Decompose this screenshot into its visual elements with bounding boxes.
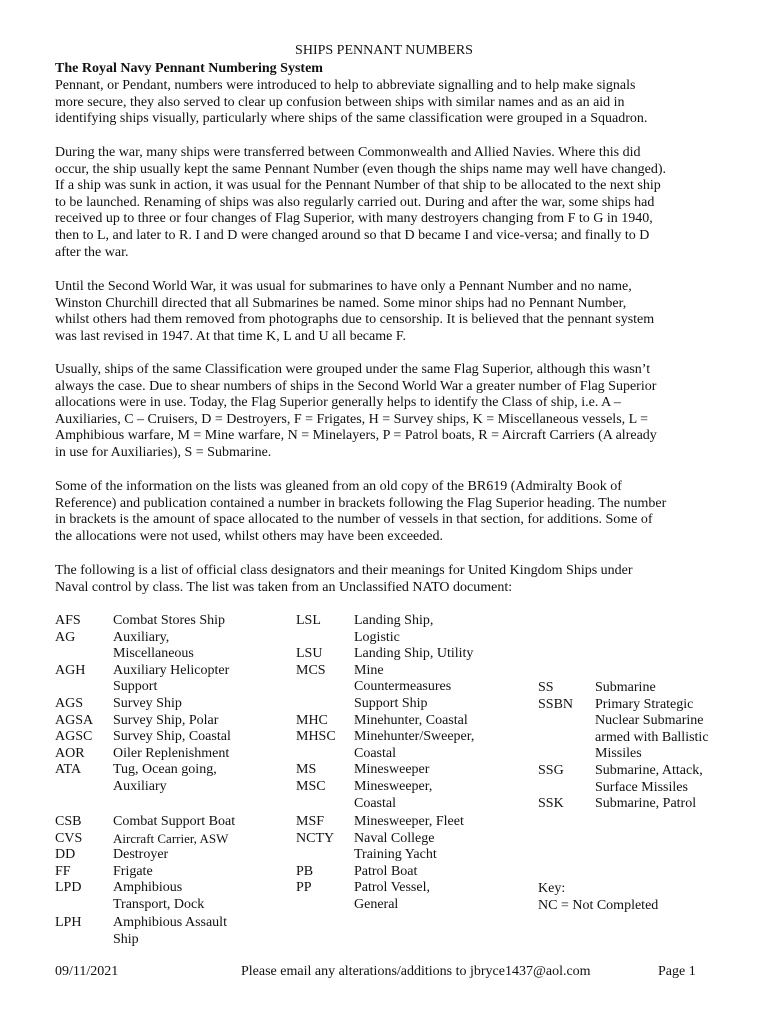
designator-meaning: Survey Ship, Coastal [113,729,231,745]
designator-meaning: Destroyer [113,847,169,863]
designator-meaning: Patrol Boat [354,863,418,879]
designator-code: LSU [296,646,323,662]
designator-code: AGSA [55,712,94,728]
designator-meaning: Amphibious [113,880,183,896]
designator-meaning: Combat Stores Ship [113,613,226,628]
designator-code: LPH [55,915,82,930]
designator-code: MHC [296,712,328,728]
designator-meaning: Primary Strategic [595,696,694,712]
designator-code: MSF [296,814,325,829]
designator-meaning: Minehunter/Sweeper, [354,729,475,745]
designator-meaning: Missiles [595,746,642,762]
designator-code: AGS [55,696,84,711]
designator-code: AFS [55,613,81,628]
designator-code: ATA [55,762,82,778]
designator-meaning: Mine [354,662,384,678]
designator-meaning: Transport, Dock [113,897,205,912]
designator-meaning: Minehunter, Coastal [354,712,468,728]
designator-meaning: Auxiliary Helicopter [113,662,230,678]
designator-meaning: Aircraft Carrier, ASW [113,830,229,846]
designator-meaning: Training Yacht [354,847,437,863]
designator-code: SS [538,680,554,695]
designator-meaning: Auxiliary, [113,629,170,645]
designator-meaning: Minesweeper, [354,779,433,794]
designator-meaning: Combat Support Boat [113,814,236,829]
designator-code: CVS [55,830,83,846]
paragraph-intro: Pennant, or Pendant, numbers were introduced to help to abbreviate signalling and to help make signals more secure, they also served to clear up confusion between ships with similar names and as an aid in identifying ships visually, particularly where ships of the same classification were grouped in a Squadron. [55,78,648,127]
designator-code: SSBN [538,696,574,712]
designator-meaning: Tug, Ocean going, [113,762,217,778]
designator-meaning: Survey Ship, Polar [113,712,219,728]
designator-code: SSG [538,763,564,778]
designator-meaning: Auxiliary [113,779,167,794]
paragraph-flag-superior: Usually, ships of the same Classification were grouped under the same Flag Superior, although this wasn’t always the case. Due to shear numbers of ships in the Second World War a greater number of Flag Superior allocations were in use. Today, the Flag Superior generally helps to identify the Class of ship, i.e. A – Auxiliaries, C – Cruisers, D = Destroyers, F = Frigates, H = Survey ships, K = Miscellaneous vessels, L = Amphibious warfare, M = Mine warfare, N = Minelayers, P = Patrol boats, R = Aircraft Carriers (A already in use for Auxiliaries), S = Submarine. [55,362,657,460]
designator-code: MS [296,762,317,778]
designator-meaning: Logistic [354,629,400,645]
designator-meaning: Landing Ship, [354,613,434,628]
designator-meaning: Minesweeper [354,762,430,778]
designator-code: AG [55,629,76,645]
designator-meaning: Submarine, Patrol [595,796,697,812]
designator-meaning: Coastal [354,795,396,811]
designator-code: FF [55,863,71,879]
designator-code: LPD [55,880,82,896]
designator-meaning: Submarine, Attack, [595,763,703,778]
designator-code: NCTY [296,830,335,846]
designator-meaning: Landing Ship, Utility [354,646,474,662]
footer-page-number: Page 1 [658,964,696,979]
key-label: Key: [538,881,566,896]
designator-meaning: Amphibious Assault [113,915,227,930]
designator-code: LSL [296,613,321,628]
designator-code: SSK [538,796,564,812]
designator-meaning: Survey Ship [113,696,182,711]
designator-code: AGSC [55,729,93,745]
designator-meaning: Miscellaneous [113,646,194,662]
designator-meaning: Support Ship [354,696,428,711]
footer-email-note: Please email any alterations/additions to jbryce1437@aol.com [241,964,591,979]
designator-meaning: Nuclear Submarine [595,713,704,729]
paragraph-br619: Some of the information on the lists was gleaned from an old copy of the BR619 (Admiralty Book of Reference) and publication contained a number in brackets following the Flag Superior heading. The number in brackets is the amount of space allocated to the number of vessels in that section, for additions. Some of the allocations were not used, whilst others may have been exceeded. [55,479,667,544]
designator-code: MSC [296,779,326,794]
designator-meaning: Submarine [595,680,656,695]
designator-meaning: Naval College [354,830,435,846]
footer-date: 09/11/2021 [55,964,119,979]
designator-code: AOR [55,745,85,761]
designator-meaning: Support [113,679,158,695]
designator-meaning: Countermeasures [354,679,452,695]
designator-meaning: General [354,897,399,912]
designator-code: MHSC [296,729,336,745]
section-heading: The Royal Navy Pennant Numbering System [55,61,323,76]
designator-code: CSB [55,814,82,829]
designator-meaning: Coastal [354,745,396,761]
designator-meaning: Surface Missiles [595,779,688,795]
designator-code: PB [296,863,314,879]
designator-code: DD [55,847,76,863]
designator-meaning: Minesweeper, Fleet [354,814,464,829]
document-title: SHIPS PENNANT NUMBERS [295,43,473,58]
designator-code: MCS [296,662,326,678]
designator-code: PP [296,880,312,896]
designator-meaning: Frigate [113,863,153,879]
designator-meaning: Ship [113,931,139,947]
key-entry: NC = Not Completed [538,897,659,913]
paragraph-nato-list: The following is a list of official class designators and their meanings for United Kingdom Ships under Naval control by class. The list was taken from an Unclassified NATO document: [55,563,633,595]
designator-code: AGH [55,662,86,678]
paragraph-war-transfers: During the war, many ships were transferred between Commonwealth and Allied Navies. Where this did occur, the ship usually kept the same Pennant Number (even though the ships name may well have changed). If a ship was sunk in action, it was usual for the Pennant Number of that ship to be allocated to the next ship to be launched. Renaming of ships was also regularly carried out. During and after the war, some ships had received up to three or four changes of Flag Superior, with many destroyers changing from F to G in 1940, then to L, and later to R. I and D were changed around so that D became I and vice-versa; and finally to D after the war. [55,145,666,260]
designator-meaning: Oiler Replenishment [113,745,230,761]
designator-meaning: Patrol Vessel, [354,880,430,896]
paragraph-submarines: Until the Second World War, it was usual for submarines to have only a Pennant Number and no name, Winston Churchill directed that all Submarines be named. Some minor ships had no Pennant Number, whilst others had them removed from photographs due to censorship. It is believed that the pennant system was last revised in 1947. At that time K, L and U all became F. [55,279,655,344]
designator-meaning: armed with Ballistic [595,729,709,745]
